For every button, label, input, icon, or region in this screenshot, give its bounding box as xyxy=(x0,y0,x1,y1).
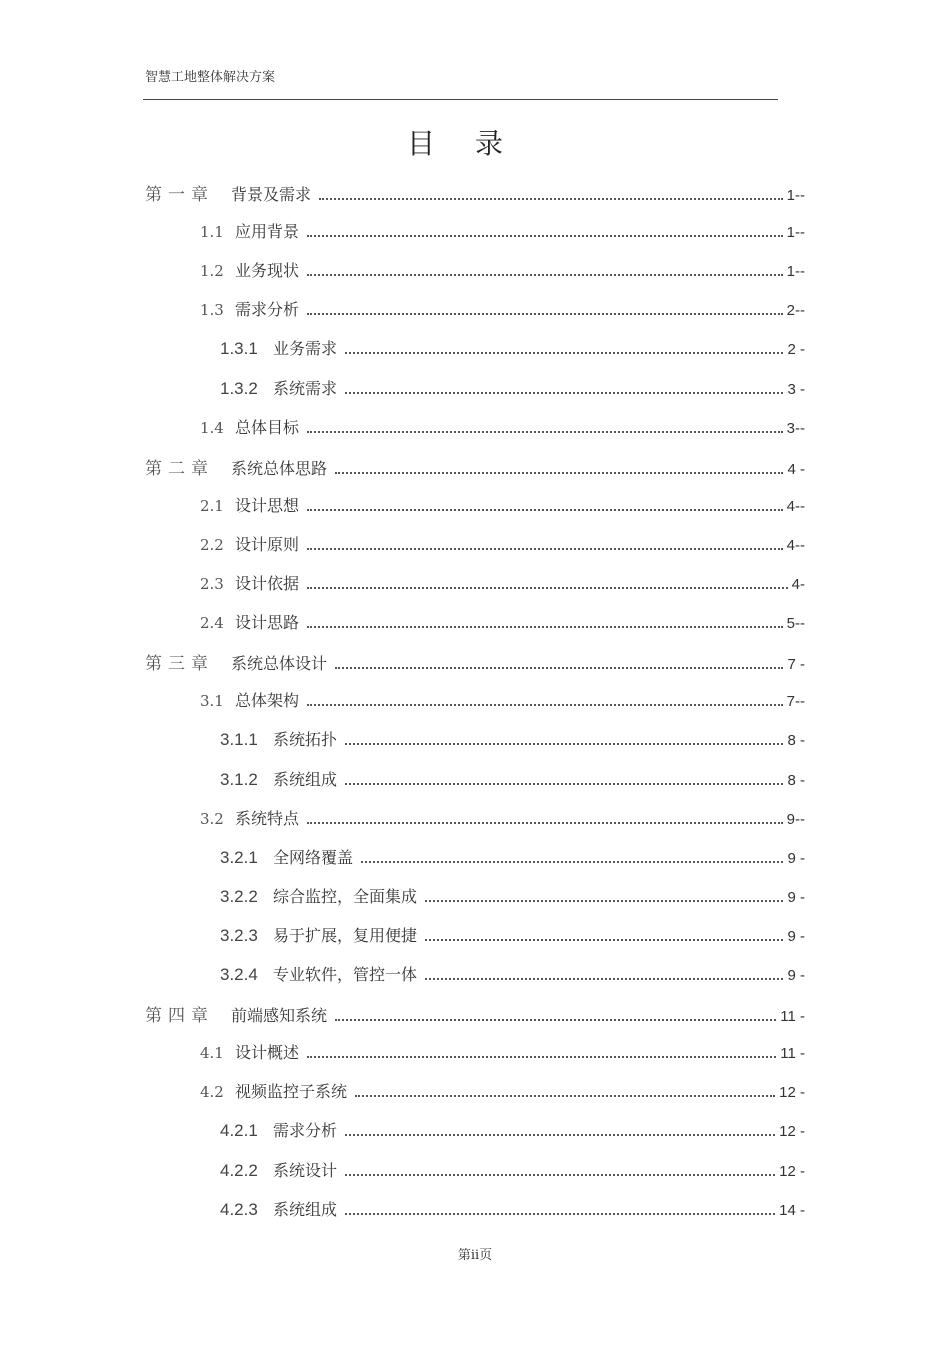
toc-entry-label: 业务需求 xyxy=(273,339,338,359)
toc-entry-label: 需求分析 xyxy=(235,300,300,320)
toc-entry-number: 3.2.1 xyxy=(220,847,258,867)
toc-entry[interactable] xyxy=(200,571,805,595)
toc-leader-dots xyxy=(345,729,783,745)
toc-entry-number: 1.4 xyxy=(200,418,224,437)
toc-entry-label: 系统拓扑 xyxy=(273,730,338,750)
toc-entry[interactable] xyxy=(200,297,805,321)
toc-entry-number: 3.1 xyxy=(200,692,224,711)
toc-entry[interactable] xyxy=(200,610,805,634)
toc-leader-dots xyxy=(361,847,783,863)
toc-entry-label: 背景及需求 xyxy=(231,185,312,204)
toc-entry-label: 应用背景 xyxy=(235,222,300,242)
toc-entry-page: 4- xyxy=(791,576,805,593)
toc-entry-label: 易于扩展，复用便捷 xyxy=(273,925,418,945)
toc-leader-dots xyxy=(307,612,783,628)
toc-entry-number: 1.1 xyxy=(200,223,224,242)
toc-entry-label: 系统需求 xyxy=(273,378,338,398)
toc-entry-page: 9 - xyxy=(787,967,805,984)
toc-entry[interactable] xyxy=(200,532,805,556)
toc-leader-dots xyxy=(307,260,783,276)
toc-leader-dots xyxy=(355,1081,775,1097)
toc-entry[interactable] xyxy=(200,219,805,243)
toc-entry-number: 2.4 xyxy=(200,614,224,633)
toc-entry-label: 设计思路 xyxy=(235,613,300,633)
toc-entry[interactable] xyxy=(200,688,805,712)
toc-leader-dots xyxy=(425,886,783,902)
toc-entry[interactable] xyxy=(145,1001,805,1025)
toc-entry-page: 8 - xyxy=(787,732,805,750)
toc-entry-label: 视频监控子系统 xyxy=(235,1082,348,1102)
toc-entry-page: 5-- xyxy=(786,615,805,633)
toc-entry-label: 系统总体设计 xyxy=(231,654,328,674)
toc-entry-page: 11 - xyxy=(780,1008,805,1026)
toc-entry-label: 设计思想 xyxy=(235,495,300,515)
toc-entry-page: 4-- xyxy=(786,497,805,515)
toc-entry-number: 2.1 xyxy=(200,496,224,515)
toc-entry[interactable] xyxy=(220,376,805,400)
toc-entry-label: 系统组成 xyxy=(273,1199,338,1219)
toc-heading: 目录 xyxy=(406,127,543,160)
toc-entry[interactable] xyxy=(200,493,805,517)
toc-leader-dots xyxy=(307,495,783,511)
toc-entry-page: 14 - xyxy=(779,1201,805,1219)
toc-entry-label: 系统组成 xyxy=(273,769,338,789)
toc-entry-number: 第四章 xyxy=(145,1006,214,1027)
toc-entry-page: 1-- xyxy=(786,224,805,242)
toc-entry-number: 第一章 xyxy=(145,185,214,205)
toc-entry[interactable] xyxy=(145,180,805,204)
toc-entry-page: 12 - xyxy=(779,1084,805,1102)
toc-entry[interactable] xyxy=(220,767,805,791)
toc-entry-page: 1-- xyxy=(786,187,805,204)
toc-leader-dots xyxy=(307,1042,776,1058)
toc-entry-page: 9 - xyxy=(787,888,805,906)
page-number: 第ii页 xyxy=(457,1248,493,1263)
toc-leader-dots xyxy=(307,534,783,550)
toc-entry-page: 9 - xyxy=(787,849,805,867)
toc-entry-label: 设计原则 xyxy=(235,534,300,554)
toc-leader-dots xyxy=(307,808,783,824)
toc-leader-dots xyxy=(335,458,783,474)
toc-entry[interactable] xyxy=(220,727,805,751)
toc-entry-page: 2 - xyxy=(787,341,805,359)
toc-entry-label: 需求分析 xyxy=(273,1121,338,1141)
toc-entry-page: 7-- xyxy=(786,693,805,711)
toc-entry[interactable] xyxy=(220,1197,805,1221)
toc-entry-page: 4-- xyxy=(786,536,805,554)
toc-entry-label: 系统总体思路 xyxy=(231,458,328,478)
toc-entry-number: 4.2 xyxy=(200,1083,224,1102)
toc-entry-number: 2.3 xyxy=(200,575,224,593)
toc-leader-dots xyxy=(345,1199,775,1215)
toc-entry-label: 前端感知系统 xyxy=(231,1006,328,1026)
toc-entry-number: 4.1 xyxy=(200,1044,224,1063)
toc-entry-page: 4 - xyxy=(787,460,805,478)
toc-entry-number: 1.3 xyxy=(200,301,224,320)
toc-leader-dots xyxy=(345,769,783,785)
toc-entry-label: 系统特点 xyxy=(235,808,300,828)
toc-entry[interactable] xyxy=(220,962,805,986)
toc-entry-page: 3 - xyxy=(787,380,805,398)
running-header: 智慧工地整体解决方案 xyxy=(145,70,276,85)
toc-leader-dots xyxy=(307,299,783,315)
toc-entry[interactable] xyxy=(145,649,805,673)
toc-leader-dots xyxy=(425,925,783,941)
toc-entry-number: 1.3.2 xyxy=(220,378,258,398)
toc-entry-number: 第二章 xyxy=(145,458,214,479)
toc-entry-label: 设计概述 xyxy=(235,1043,300,1063)
toc-entry[interactable] xyxy=(220,336,805,360)
toc-leader-dots xyxy=(335,653,783,669)
toc-entry-label: 总体架构 xyxy=(235,691,300,711)
toc-leader-dots xyxy=(307,417,783,433)
toc-leader-dots xyxy=(345,1160,775,1176)
toc-entry-label: 综合监控，全面集成 xyxy=(273,886,418,906)
toc-entry-number: 3.2.3 xyxy=(220,925,258,945)
toc-entry-number: 4.2.3 xyxy=(220,1199,258,1219)
toc-entry-label: 业务现状 xyxy=(235,261,300,281)
toc-entry-page: 9 - xyxy=(787,927,805,945)
toc-entry-label: 总体目标 xyxy=(235,417,300,437)
toc-entry-label: 系统设计 xyxy=(273,1160,338,1180)
header-divider xyxy=(143,99,778,100)
toc-entry[interactable] xyxy=(220,845,805,869)
toc-entry[interactable] xyxy=(200,415,805,439)
toc-entry[interactable] xyxy=(220,884,805,908)
toc-entry[interactable] xyxy=(200,1040,805,1064)
toc-entry-number: 3.2.4 xyxy=(220,965,258,984)
toc-entry-number: 第三章 xyxy=(145,654,214,675)
toc-leader-dots xyxy=(345,1120,775,1136)
toc-entry-number: 1.3.1 xyxy=(220,339,258,359)
toc-entry-number: 4.2.1 xyxy=(220,1121,258,1141)
toc-entry[interactable] xyxy=(145,454,805,478)
toc-entry-page: 9-- xyxy=(786,810,805,828)
toc-entry[interactable] xyxy=(200,258,805,282)
toc-entry-number: 3.2.2 xyxy=(220,886,258,906)
toc-entry-page: 12 - xyxy=(779,1162,805,1180)
toc-entry-page: 8 - xyxy=(787,771,805,789)
toc-entry[interactable] xyxy=(200,806,805,830)
toc-entry-page: 7 - xyxy=(787,656,805,674)
toc-leader-dots xyxy=(335,1005,776,1021)
toc-entry-number: 2.2 xyxy=(200,535,224,554)
toc-entry-number: 3.1.1 xyxy=(220,730,258,750)
toc-entry[interactable] xyxy=(200,1079,805,1103)
toc-entry-page: 11 - xyxy=(780,1045,805,1063)
toc-entry-page: 3-- xyxy=(786,419,805,437)
toc-leader-dots xyxy=(345,338,783,354)
toc-entry-number: 4.2.2 xyxy=(220,1160,258,1180)
toc-leader-dots xyxy=(425,964,783,980)
toc-leader-dots xyxy=(345,378,783,394)
toc-leader-dots xyxy=(307,573,788,589)
toc-entry-label: 全网络覆盖 xyxy=(273,847,354,867)
toc-leader-dots xyxy=(307,690,783,706)
toc-entry[interactable] xyxy=(220,1118,805,1142)
toc-entry-label: 设计依据 xyxy=(235,574,300,593)
toc-entry-number: 3.1.2 xyxy=(220,769,258,789)
toc-entry-page: 12 - xyxy=(779,1123,805,1141)
toc-entry-page: 1-- xyxy=(786,263,805,281)
toc-entry-number: 1.2 xyxy=(200,262,224,281)
toc-entry[interactable] xyxy=(220,923,805,947)
toc-entry-number: 3.2 xyxy=(200,809,224,828)
toc-entry-label: 专业软件，管控一体 xyxy=(273,965,418,984)
toc-entry-page: 2-- xyxy=(786,302,805,320)
toc-leader-dots xyxy=(319,184,783,200)
toc-leader-dots xyxy=(307,221,783,237)
toc-entry[interactable] xyxy=(220,1158,805,1182)
